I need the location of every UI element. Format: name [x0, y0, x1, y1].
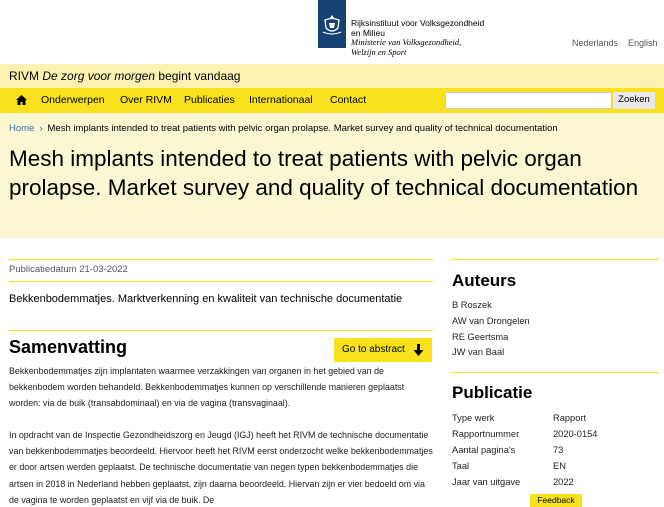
publication-heading: Publicatie — [452, 383, 533, 402]
author-item[interactable]: B Roszek — [452, 300, 492, 310]
divider — [452, 372, 659, 373]
nav-onderwerpen[interactable]: Onderwerpen — [41, 94, 105, 106]
divider — [9, 330, 433, 331]
site-header — [0, 0, 664, 64]
tagline-brand: RIVM — [9, 69, 39, 83]
nav-contact[interactable]: Contact — [330, 94, 367, 106]
meta-value: 73 — [553, 445, 564, 455]
divider — [9, 259, 433, 260]
meta-key: Jaar van uitgave — [452, 477, 521, 487]
crest-icon — [321, 14, 343, 38]
authors-heading: Auteurs — [452, 271, 517, 290]
logo-line-2: en Milieu — [351, 27, 386, 38]
meta-key: Type werk — [452, 413, 495, 423]
tagline — [0, 64, 664, 88]
breadcrumb-current: Mesh implants intended to treat patients with pelvic organ prolapse. Market survey and quality of technical documentation — [47, 123, 558, 134]
home-icon[interactable] — [16, 95, 27, 105]
author-item[interactable]: JW van Baal — [452, 347, 505, 358]
dutch-title: Bekkenbodemmatjes. Marktverkenning en kwaliteit van technische documentatie — [9, 293, 403, 305]
author-item[interactable]: AW van Drongelen — [452, 315, 530, 326]
meta-key: Rapportnummer — [452, 429, 520, 439]
nav-over-rivm[interactable]: Over RIVM — [120, 94, 172, 106]
meta-row — [452, 474, 652, 490]
breadcrumb-home-link[interactable]: Home — [9, 123, 35, 134]
breadcrumb-separator-icon: › — [39, 123, 43, 134]
logo-text — [351, 19, 484, 57]
meta-value: EN — [553, 461, 566, 471]
meta-row — [452, 458, 652, 474]
tagline-rest: begint vandaag — [158, 69, 241, 83]
main-nav — [0, 88, 664, 113]
meta-key: Taal — [452, 461, 470, 471]
nav-internationaal[interactable]: Internationaal — [249, 94, 313, 106]
lang-nl-link[interactable]: Nederlands — [572, 38, 619, 48]
page-title: Mesh implants intended to treat patients with pelvic organ prolapse. Market survey and quality of technical documentation — [9, 146, 639, 200]
go-to-abstract-button[interactable] — [334, 338, 432, 362]
authors-list — [452, 298, 530, 361]
publication-meta — [452, 410, 652, 490]
breadcrumb — [9, 123, 558, 134]
meta-row — [452, 442, 652, 458]
arrow-down-icon — [413, 344, 424, 356]
meta-row — [452, 410, 652, 426]
title-block — [0, 113, 664, 238]
divider — [9, 281, 433, 282]
search-button[interactable]: Zoeken — [613, 92, 655, 109]
ministry-line-1: Ministerie van Volksgezondheid, — [351, 37, 462, 47]
ministry-line-2: Welzijn en Sport — [351, 46, 407, 57]
summary-heading: Samenvatting — [9, 337, 128, 357]
search-input[interactable] — [445, 92, 612, 109]
feedback-button[interactable]: Feedback — [530, 494, 582, 507]
tagline-italic: De zorg voor morgen — [42, 69, 156, 83]
meta-value: Rapport — [553, 413, 587, 423]
logo-line-1: Rijksinstituut voor Volksgezondheid — [351, 18, 485, 28]
publication-date: Publicatiedatum 21-03-2022 — [9, 264, 128, 275]
meta-key: Aantal pagina's — [452, 445, 516, 455]
lang-en-link[interactable]: English — [628, 38, 658, 48]
author-item[interactable]: RE Geertsma — [452, 331, 509, 342]
rijksoverheid-logo[interactable] — [318, 0, 346, 48]
nav-publicaties[interactable]: Publicaties — [184, 94, 235, 106]
meta-value: 2022 — [553, 477, 574, 487]
meta-value: 2020-0154 — [553, 429, 598, 439]
summary-paragraph: Bekkenbodemmatjes zijn implantaten waarmee verzakkingen van organen in het gebied van de bekkenbodem worden behandeld. Bekkenbodemmatjes kunnen op verschillende manieren geplaatst worden: via de buik (transabdominaal) en via de vagina (transvaginaal). — [9, 366, 405, 409]
divider — [452, 259, 659, 260]
meta-row — [452, 426, 652, 442]
go-to-abstract-label: Go to abstract — [342, 344, 405, 355]
summary-paragraph: In opdracht van de Inspectie Gezondheidszorg en Jeugd (IGJ) heeft het RIVM de technische documentatie van bekkenbodemmatjes beoordeeld. Hiervoor heeft het RIVM eerst onderzocht welke bekkenbodemmatjes er door artsen werden geplaatst. De technische documentatie van negen typen bekkenbodemmatjes die artsen in 2018 in Nederland hebben geplaatst, zijn daarna beoordeeld. Hiervan zijn er vier bedoeld om via de vagina te worden geplaatst en vijf via de buik. De — [9, 430, 433, 505]
